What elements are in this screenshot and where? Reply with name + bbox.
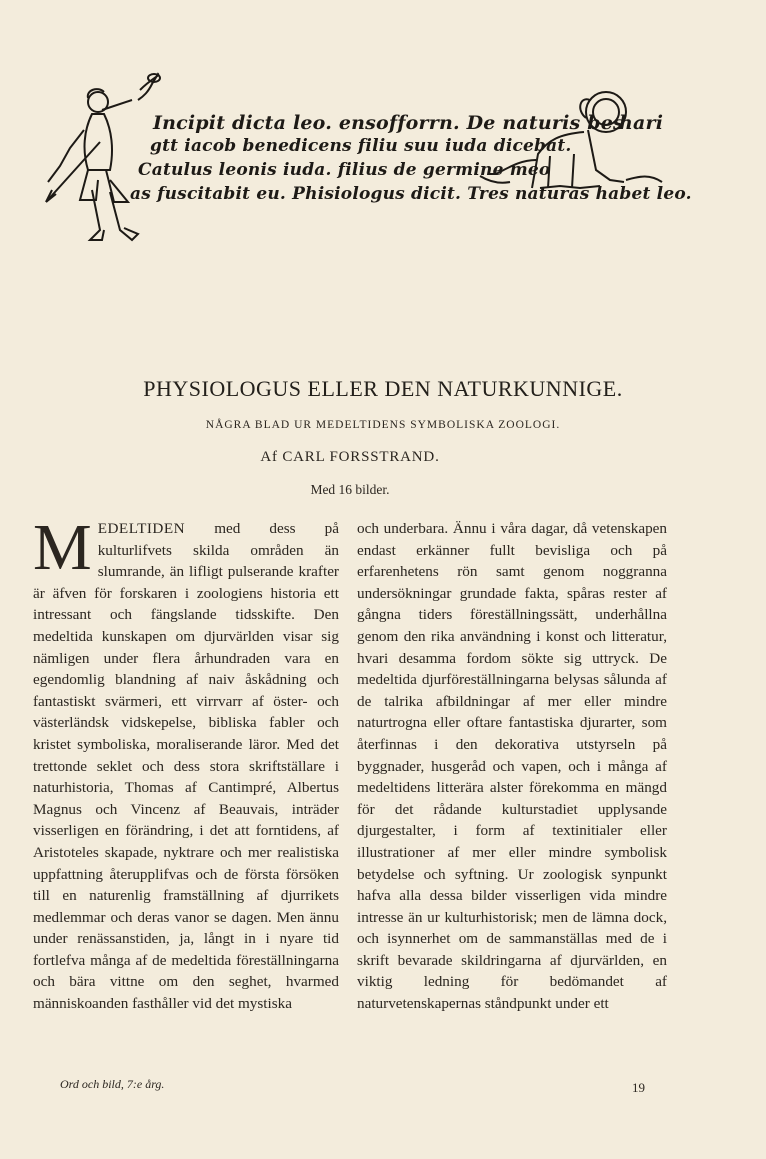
opening-word: EDELTIDEN bbox=[97, 520, 186, 537]
image-count-note: Med 16 bilder. bbox=[310, 482, 390, 497]
journal-footer: Ord och bild, 7:e årg. bbox=[60, 1077, 165, 1091]
drop-cap: M bbox=[33, 511, 92, 584]
manuscript-line-1: Incipit dicta leo. ensofforrn. De naturis bes bbox=[153, 112, 624, 134]
manuscript-line-2: gtt iacob benedicens filiu suu iuda dicebat. bbox=[150, 136, 572, 156]
manuscript-line-1-end: hari bbox=[619, 112, 664, 134]
article-subtitle: NÅGRA BLAD UR MEDELTIDENS SYMBOLISKA ZOOLOGI. bbox=[205, 419, 561, 431]
page-number: 19 bbox=[632, 1080, 645, 1095]
text-column-right bbox=[357, 518, 667, 1015]
column-right-text: och underbara. Ännu i våra dagar, då vetenskapen endast erkänner fullt bevisliga och på erfarenhetens rön samt genom noggranna undersökningar grundade fakta, spåras rester af gångna tiders föreställningssätt, underhållna genom den rika användning i konst och litteratur, hvari desamma fordom sökte sig uttryck. De medeltida djurföreställningarna belysas sålunda af de talrika afbildningar af mer eller mindre naturtrogna eller oftare fantastiska djurarter, som återfinnas i den dekorativa utstyrseln på byggnader, husgeråd och vapen, och i många af medeltidens litterära alster förekomma en mängd för det rådande kulturstadiet upplysande djurgestalter, i form af textinitialer eller illustrationer af mer eller mindre symbolisk betydelse och syftning. Ur zoologisk synpunkt hafva alla dessa bilder visserligen vida mindre intresse än ur kulturhistorisk; men de lämna dock, och isynnerhet om de sammanställas med de i skrift bevarade skildringarna af djurvärlden, en viktig ledning för bedömandet af naturvetenskapernas ståndpunkt under ett bbox=[357, 520, 667, 1013]
article-author: Af CARL FORSSTRAND. bbox=[260, 449, 440, 465]
manuscript-line-3: Catulus leonis iuda. filius de germine meo bbox=[138, 160, 551, 180]
manuscript-illustration bbox=[40, 70, 692, 255]
horn-blower-figure bbox=[46, 74, 160, 240]
text-column-left bbox=[33, 511, 339, 1015]
article-title: PHYSIOLOGUS ELLER DEN NATURKUNNIGE. bbox=[143, 376, 623, 401]
manuscript-line-4: as fuscitabit eu. Phisiologus dicit. Tres naturas habet leo. bbox=[130, 184, 692, 204]
column-left-text: med dess på kulturlifvets skilda områden än slumrande, än lifligt pulserande krafter är äfven för forskaren i zoologiens historia ett intressant och fängslande tidsskifte. Den medeltida kunskapen om djurvärlden visar sig nämligen under flera århundraden vara en egendomlig blandning af naiv åskådning och fantastiskt svärmeri, ett virrvarr af öster- och västerländsk vidskepelse, bibliska fabler och kristet symboliska, moraliserande läror. Med det trettonde seklet och dess stora skriftställare i naturhistoria, Thomas af Cantimpré, Albertus Magnus och Vincenz af Beauvais, inträder visserligen en förändring, i det att forntidens, af Aristoteles skapade, nyktrare och mer realistiska uppfattning återupplifvas och de första försöken till en naturenlig framställning af djurrikets medlemmar och deras vanor se dagen. Men ännu under renässanstiden, ja, långt in i nyare tid fortlefva många af de medeltida föreställningarna och bära vittne om den seghet, hvarmed människoanden fasthåller vid det mystiska bbox=[33, 520, 339, 1013]
